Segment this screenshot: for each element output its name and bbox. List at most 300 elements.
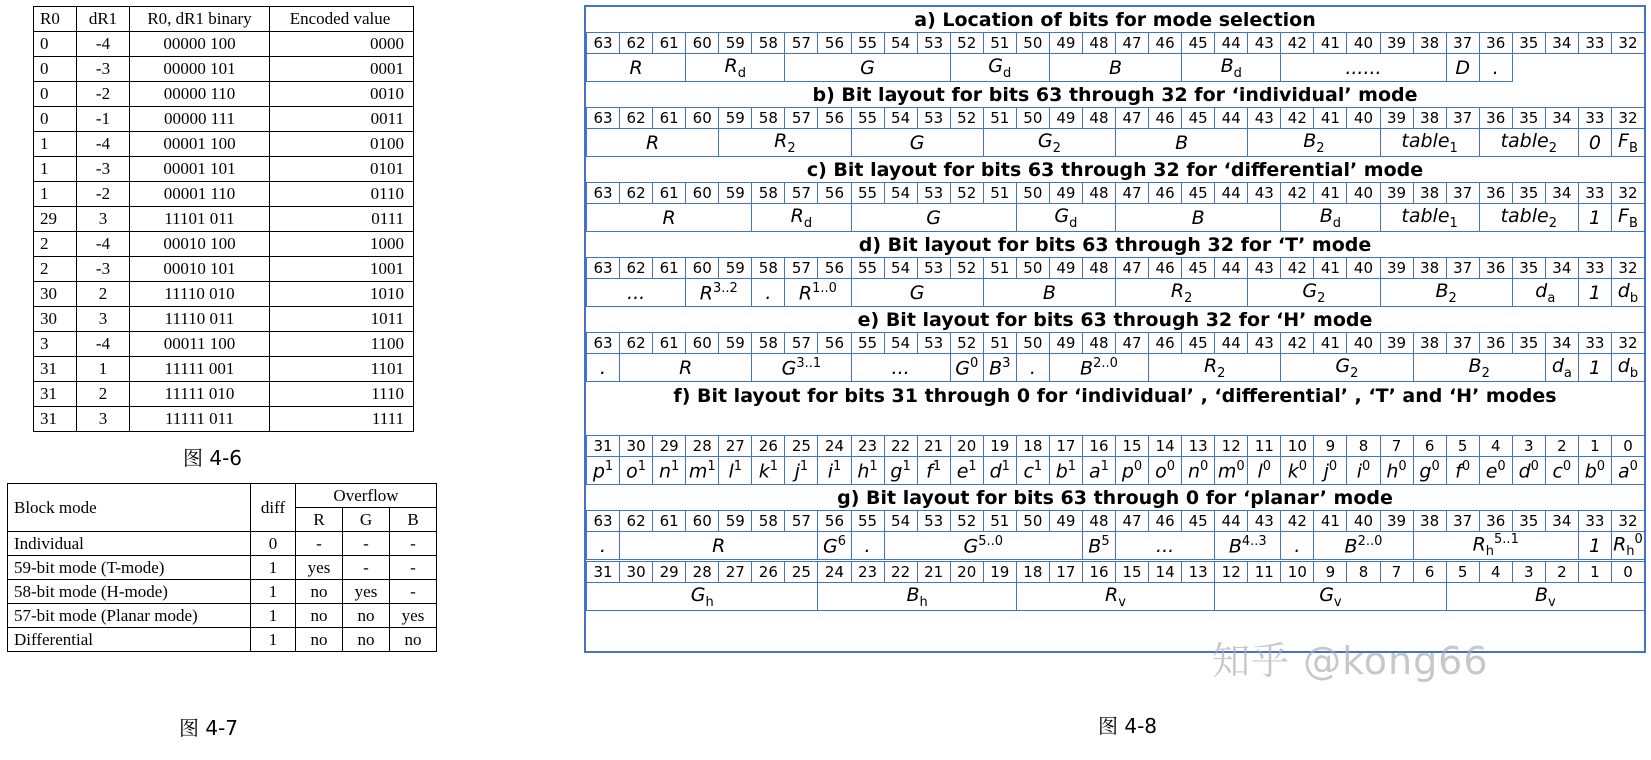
bit-field-name: B	[1108, 56, 1123, 79]
bit-field-subscript: 2	[1548, 215, 1557, 231]
section-title: f) Bit layout for bits 31 through 0 for ‘individual’ , ‘differential’ , ‘T’ and ‘H’ modes	[673, 385, 1557, 407]
bit-number: 58	[752, 108, 785, 129]
bit-number: 35	[1512, 258, 1545, 279]
bit-field-name: d	[1551, 354, 1564, 377]
bit-field-name: b	[1055, 460, 1068, 483]
bit-number: 20	[950, 436, 983, 457]
bit-number: 0	[1611, 562, 1644, 583]
bit-number: 32	[1611, 108, 1644, 129]
bit-field-name: i	[827, 460, 833, 483]
table-cell: 1	[34, 132, 77, 157]
bit-number: 58	[752, 258, 785, 279]
table-cell: 57-bit mode (Planar mode)	[8, 604, 251, 628]
bit-number: 24	[818, 436, 851, 457]
table-cell: 00010 100	[130, 232, 270, 257]
table-cell: 58-bit mode (H-mode)	[8, 580, 251, 604]
bit-field-name: .	[864, 534, 871, 557]
table-row	[34, 357, 414, 382]
bit-number: 42	[1281, 258, 1314, 279]
bit-field-subscript: d	[1332, 215, 1342, 231]
table-cell: 00001 101	[130, 157, 270, 182]
bit-field	[1016, 457, 1049, 485]
bit-field	[1049, 54, 1181, 82]
bit-number: 48	[1082, 108, 1115, 129]
bit-number: 23	[851, 436, 884, 457]
bit-number: 39	[1380, 108, 1413, 129]
bit-field	[1380, 279, 1512, 307]
bit-field	[1578, 279, 1611, 307]
bit-number: 41	[1314, 511, 1347, 532]
bit-field-name: G	[1319, 583, 1334, 606]
bit-number: 28	[686, 436, 719, 457]
bit-number: 13	[1182, 562, 1215, 583]
bit-field-name: ...	[627, 281, 646, 304]
bit-field-name: R	[798, 282, 813, 305]
table-cell: 00001 100	[130, 132, 270, 157]
bit-number: 45	[1182, 33, 1215, 54]
bit-field-name: k	[1287, 460, 1299, 483]
bit-field-superscript: 0	[1236, 458, 1245, 474]
bit-number: 56	[818, 511, 851, 532]
bit-field-name: table	[1401, 129, 1450, 152]
bit-field-superscript: 0	[1262, 458, 1272, 474]
bit-number: 46	[1149, 258, 1182, 279]
bit-number: 36	[1479, 33, 1512, 54]
bit-field-superscript: 3..2	[712, 280, 738, 296]
bit-number: 49	[1049, 258, 1082, 279]
bit-number: 34	[1545, 108, 1578, 129]
bit-number: 61	[653, 108, 686, 129]
bit-number: 47	[1116, 183, 1149, 204]
table-cell: 3	[77, 207, 130, 232]
table-cell: 2	[34, 232, 77, 257]
bit-number: 58	[752, 183, 785, 204]
table-cell: 2	[77, 382, 130, 407]
bit-field	[851, 457, 884, 485]
table-cell: -	[343, 532, 390, 556]
bit-field-subscript: 1	[1449, 140, 1458, 156]
bit-field-name: G	[822, 535, 838, 558]
figure-caption-4-6: 图 4-6	[183, 446, 243, 470]
bit-number: 60	[686, 183, 719, 204]
bit-number: 49	[1049, 511, 1082, 532]
bit-number: 18	[1016, 436, 1049, 457]
bit-field-superscript: 0	[1562, 458, 1572, 474]
bit-field-name: l	[728, 460, 734, 483]
bit-field-name: m	[688, 460, 708, 483]
bit-field-name: 1	[1588, 281, 1601, 304]
table-cell: 00011 100	[130, 332, 270, 357]
bit-field-superscript: 1	[799, 458, 809, 474]
bit-grid	[586, 435, 1645, 485]
table-cell: 0	[34, 107, 77, 132]
bit-number: 56	[818, 333, 851, 354]
bit-number: 9	[1314, 562, 1347, 583]
bit-field	[1380, 204, 1479, 232]
bit-field-subscript: 2	[1217, 365, 1226, 381]
bit-number: 37	[1446, 108, 1479, 129]
bit-number: 37	[1446, 511, 1479, 532]
table-row	[34, 107, 414, 132]
bit-number-row	[587, 436, 1645, 457]
bit-field-superscript: 1..0	[812, 280, 837, 296]
bit-number: 48	[1082, 333, 1115, 354]
bit-field-name: d	[1617, 279, 1630, 302]
bit-field	[1611, 204, 1644, 232]
bit-grid	[586, 182, 1645, 232]
bit-number: 63	[587, 333, 620, 354]
table-cell: -4	[77, 232, 130, 257]
section-title: a) Location of bits for mode selection	[914, 9, 1316, 31]
bit-field-superscript: 1	[769, 458, 778, 474]
bit-field-name: .	[600, 534, 607, 557]
bit-field-name: .	[1492, 56, 1499, 79]
table-cell: 31	[34, 357, 77, 382]
bit-field-superscript: 0	[1431, 458, 1440, 474]
bit-field	[1578, 532, 1611, 560]
bit-field-name: 1	[1588, 206, 1601, 229]
bit-field-superscript: 1	[604, 458, 614, 474]
bit-number: 47	[1116, 258, 1149, 279]
bit-number: 53	[917, 33, 950, 54]
bit-number: 56	[818, 183, 851, 204]
table-cell: 31	[34, 382, 77, 407]
table-cell: 0	[251, 532, 296, 556]
bit-number: 56	[818, 33, 851, 54]
bit-number: 51	[983, 183, 1016, 204]
table-cell: 1110	[270, 382, 414, 407]
bit-field-name: D	[1455, 56, 1470, 79]
bit-number-row	[587, 333, 1645, 354]
bit-field-superscript: 1	[1033, 458, 1043, 474]
field-row	[587, 583, 1645, 611]
bit-field-name: G	[860, 56, 875, 79]
table-cell: 00000 110	[130, 82, 270, 107]
bit-number: 37	[1446, 183, 1479, 204]
bit-number: 33	[1578, 511, 1611, 532]
table-cell: 0	[34, 32, 77, 57]
bit-field-subscript: d	[737, 65, 747, 81]
bit-number: 21	[917, 436, 950, 457]
bit-number: 61	[653, 33, 686, 54]
bit-field-superscript: 1	[671, 458, 680, 474]
field-row	[587, 532, 1645, 560]
table-cell: 2	[34, 257, 77, 282]
bit-number: 52	[950, 258, 983, 279]
bit-field-superscript: 1	[1001, 458, 1010, 474]
section-title: c) Bit layout for bits 63 through 32 for ‘differential’ mode	[806, 159, 1424, 181]
bit-number: 35	[1512, 33, 1545, 54]
bit-field-superscript: 2..0	[1093, 355, 1118, 371]
bit-field-name: R	[646, 131, 660, 154]
table-cell: 1111	[270, 407, 414, 432]
bit-number: 60	[686, 108, 719, 129]
bit-field-name: f	[1455, 460, 1462, 483]
bit-number: 36	[1479, 108, 1512, 129]
bit-number: 5	[1446, 436, 1479, 457]
bit-number: 62	[620, 33, 653, 54]
table-cell: -4	[77, 132, 130, 157]
bit-field-superscript: 5	[1101, 533, 1110, 549]
table-row	[34, 57, 414, 82]
bit-number: 46	[1149, 511, 1182, 532]
table-cell: 11101 011	[130, 207, 270, 232]
bit-field	[1281, 54, 1446, 82]
col-header-overflow-g: G	[343, 508, 390, 532]
bit-field-superscript: 0	[1530, 458, 1539, 474]
bit-number: 43	[1248, 258, 1281, 279]
bit-field-name: R	[724, 54, 738, 77]
bit-field-name: table	[1500, 204, 1549, 227]
bit-field	[1215, 583, 1446, 611]
table-cell: 1000	[270, 232, 414, 257]
bit-field-name: R	[1170, 279, 1185, 302]
bit-field	[1049, 457, 1082, 485]
table-cell: Individual	[8, 532, 251, 556]
bit-number: 42	[1281, 511, 1314, 532]
bit-number: 24	[818, 562, 851, 583]
bit-number-row	[587, 258, 1645, 279]
bit-number: 40	[1347, 333, 1380, 354]
table-cell: 3	[77, 407, 130, 432]
bit-field-name: G	[1037, 129, 1053, 152]
table-cell: -3	[77, 157, 130, 182]
bit-field-name: n	[658, 460, 672, 483]
table-cell: 1011	[270, 307, 414, 332]
bit-number: 63	[587, 108, 620, 129]
bit-field	[983, 354, 1016, 382]
bit-number: 44	[1215, 33, 1248, 54]
col-header-overflow-r: R	[296, 508, 343, 532]
bit-number: 50	[1016, 183, 1049, 204]
bit-field	[1611, 354, 1644, 382]
bit-number: 63	[587, 511, 620, 532]
bit-field	[950, 354, 983, 382]
bit-field	[1016, 354, 1049, 382]
table-cell: 11111 001	[130, 357, 270, 382]
bit-number: 38	[1413, 333, 1446, 354]
bit-field-name: g	[890, 460, 903, 483]
bit-field-name: .	[600, 356, 607, 379]
bit-number: 23	[851, 562, 884, 583]
bit-field	[587, 54, 686, 82]
bit-field-name: o	[626, 460, 638, 483]
bit-number: 48	[1082, 183, 1115, 204]
bit-field	[686, 279, 752, 307]
table-cell: 1	[34, 182, 77, 207]
bit-field-superscript: 0	[1361, 458, 1371, 474]
bit-field-name: F	[1618, 204, 1629, 227]
bit-field	[686, 54, 785, 82]
bit-field	[1545, 457, 1578, 485]
bit-number: 46	[1149, 183, 1182, 204]
bit-field-name: G	[781, 357, 797, 380]
bit-number: 55	[851, 183, 884, 204]
bit-number: 20	[950, 562, 983, 583]
bit-number: 14	[1149, 562, 1182, 583]
bit-field	[1380, 457, 1413, 485]
bit-field-superscript: 5..0	[978, 533, 1004, 549]
bit-field-subscript: 2	[1317, 290, 1326, 306]
bit-field-name: B	[1042, 281, 1056, 304]
watermark: 知乎 @kong66	[1212, 639, 1489, 683]
bit-field-name: .	[1029, 356, 1036, 379]
bit-number: 39	[1380, 33, 1413, 54]
table-cell: Differential	[8, 628, 251, 652]
bit-field-name: R	[1613, 533, 1627, 556]
bit-number: 50	[1016, 33, 1049, 54]
table-row	[8, 580, 437, 604]
bit-field-name: B	[1191, 206, 1205, 229]
section-title: e) Bit layout for bits 63 through 32 for ‘H’ mode	[857, 309, 1373, 331]
bit-number: 55	[851, 511, 884, 532]
bit-number: 51	[983, 258, 1016, 279]
bit-field-superscript: 0	[1596, 458, 1606, 474]
bit-field-name: j	[794, 460, 800, 483]
bit-number: 31	[587, 436, 620, 457]
bit-number: 42	[1281, 108, 1314, 129]
bit-field	[587, 457, 620, 485]
bit-field-name: i	[1356, 460, 1362, 483]
bit-field	[1281, 457, 1314, 485]
table-cell: 0100	[270, 132, 414, 157]
table-cell: -3	[77, 57, 130, 82]
bit-field	[1082, 457, 1115, 485]
bit-field	[1578, 129, 1611, 157]
bit-field	[1082, 532, 1115, 560]
bit-number: 63	[587, 33, 620, 54]
table-cell: 0010	[270, 82, 414, 107]
bit-number: 3	[1512, 436, 1545, 457]
bit-number: 19	[983, 436, 1016, 457]
bit-field	[1413, 457, 1446, 485]
bit-number: 60	[686, 511, 719, 532]
table-cell: 1101	[270, 357, 414, 382]
bit-number: 42	[1281, 183, 1314, 204]
bit-number: 44	[1215, 183, 1248, 204]
bit-number: 41	[1314, 333, 1347, 354]
bit-field-subscript: 2	[1052, 140, 1061, 156]
bit-number: 39	[1380, 333, 1413, 354]
field-row	[587, 354, 1645, 382]
table-cell: 30	[34, 307, 77, 332]
bit-field-subscript: h	[1626, 544, 1635, 560]
bit-number: 44	[1215, 258, 1248, 279]
col-header-dr1: dR1	[77, 7, 130, 32]
bit-number: 47	[1116, 33, 1149, 54]
bit-field	[1016, 204, 1115, 232]
bit-number-row	[587, 511, 1645, 532]
table-cell: 00000 100	[130, 32, 270, 57]
bit-number: 1	[1578, 436, 1611, 457]
bit-field	[587, 583, 818, 611]
bit-field	[1347, 457, 1380, 485]
bit-field-name: F	[1618, 129, 1629, 152]
bit-field	[653, 457, 686, 485]
table-cell: -4	[77, 32, 130, 57]
table-cell: no	[296, 628, 343, 652]
bit-field-name: ......	[1345, 56, 1382, 79]
table-row	[34, 407, 414, 432]
bit-number: 44	[1215, 511, 1248, 532]
bit-field-name: k	[758, 460, 770, 483]
table-cell: yes	[296, 556, 343, 580]
field-row	[587, 129, 1645, 157]
bit-number: 35	[1512, 108, 1545, 129]
bit-field	[587, 204, 752, 232]
bit-field-subscript: 2	[787, 140, 796, 156]
bit-field-superscript: 0	[1461, 458, 1471, 474]
bit-field-name: 1	[1588, 534, 1601, 557]
bit-number: 49	[1049, 33, 1082, 54]
bit-field-subscript: d	[1069, 215, 1078, 231]
bit-number: 32	[1611, 258, 1644, 279]
bit-field-name: B	[1468, 354, 1482, 377]
bit-field	[818, 532, 851, 560]
table-cell: 0111	[270, 207, 414, 232]
bit-number: 57	[785, 33, 818, 54]
bit-number: 58	[752, 33, 785, 54]
bit-field	[719, 457, 752, 485]
bit-number: 40	[1347, 33, 1380, 54]
table-cell: 3	[34, 332, 77, 357]
bit-field-subscript: v	[1547, 594, 1556, 610]
bit-number: 43	[1248, 511, 1281, 532]
bit-field	[587, 532, 620, 560]
bit-number: 61	[653, 183, 686, 204]
bit-field-name: d	[1617, 354, 1630, 377]
bit-field-superscript: 5..1	[1494, 532, 1519, 547]
bit-number: 45	[1182, 333, 1215, 354]
bit-field-name: G	[690, 583, 706, 606]
bit-number: 53	[917, 258, 950, 279]
bit-field-subscript: h	[705, 594, 714, 610]
bit-number: 38	[1413, 183, 1446, 204]
bit-field	[917, 457, 950, 485]
bit-number: 61	[653, 511, 686, 532]
bit-number: 59	[719, 511, 752, 532]
bit-number: 11	[1248, 436, 1281, 457]
col-header-r0: R0	[34, 7, 77, 32]
table-row	[34, 157, 414, 182]
table-row	[34, 82, 414, 107]
section-title: d) Bit layout for bits 63 through 32 for ‘T’ mode	[858, 234, 1372, 256]
bit-field	[851, 532, 884, 560]
bit-field-subscript: h	[919, 594, 928, 610]
field-row	[587, 279, 1645, 307]
bit-field-name: a	[1089, 460, 1101, 483]
bit-field-name: p	[1121, 460, 1134, 483]
table-row	[34, 307, 414, 332]
table-cell: -2	[77, 82, 130, 107]
bit-field-name: B	[1344, 535, 1358, 558]
bit-number: 52	[950, 33, 983, 54]
bit-number: 42	[1281, 33, 1314, 54]
table-cell: 2	[77, 282, 130, 307]
bit-number: 53	[917, 511, 950, 532]
bit-field-superscript: 1	[932, 458, 942, 474]
bit-number: 59	[719, 333, 752, 354]
bit-field	[950, 54, 1049, 82]
bit-number: 7	[1380, 436, 1413, 457]
bit-number: 63	[587, 183, 620, 204]
table-cell: 1	[34, 157, 77, 182]
bit-number: 35	[1512, 333, 1545, 354]
bit-field-subscript: 2	[1350, 365, 1359, 381]
table-row	[34, 257, 414, 282]
table-cell: -2	[77, 182, 130, 207]
bit-field-name: G	[909, 131, 925, 154]
